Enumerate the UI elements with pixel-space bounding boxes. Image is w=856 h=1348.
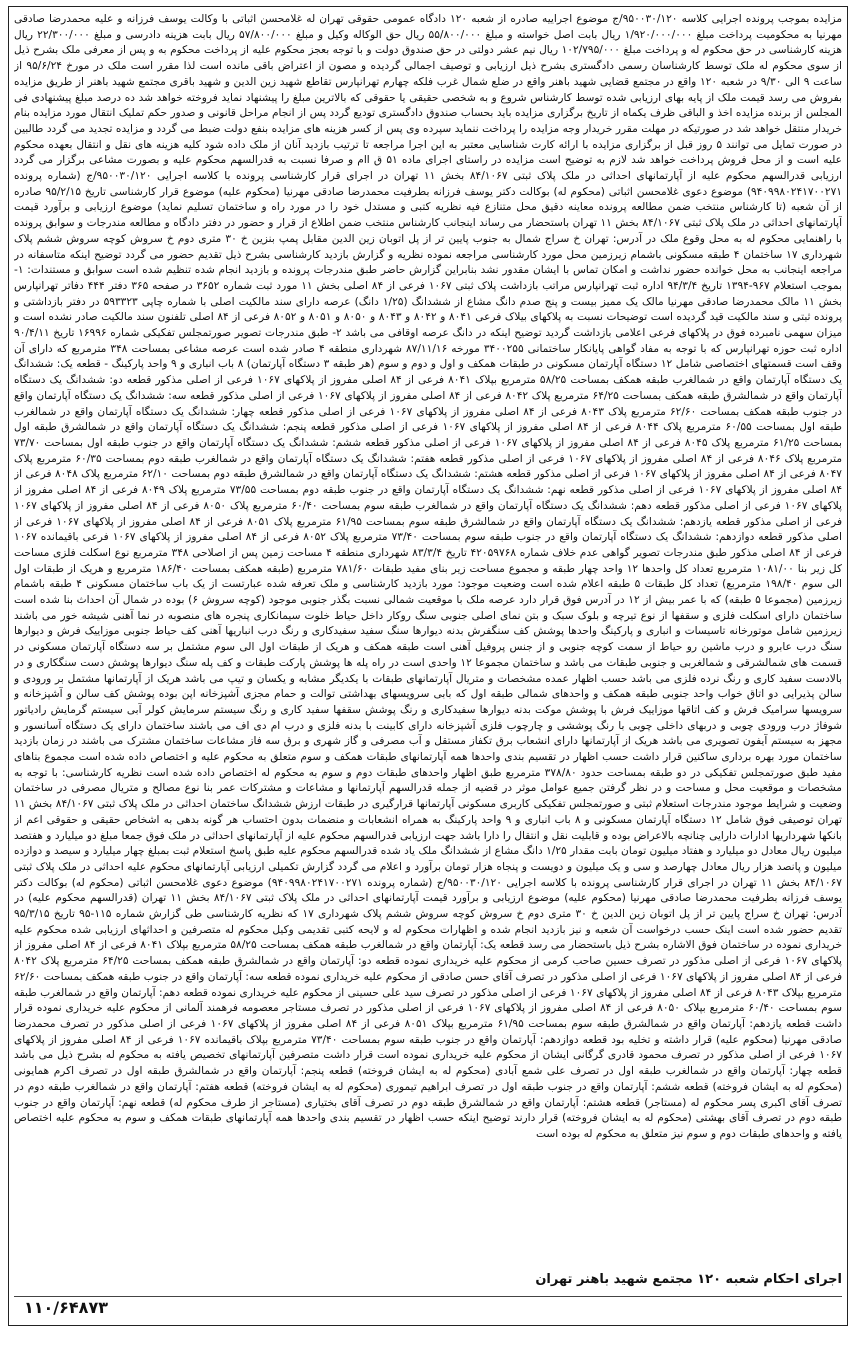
notice-body-text: مزایده بموجب پرونده اجرایی کلاسه ۹۵۰۰۳۰/۱۲۰/ج موضوع اجراییه صادره از شعبه ۱۲۰ دادگاه عمومی حقوقی تهران له غلامحسن اثباتی با وکالت یوسف فرزانه و علیه محمدرضا صادقی مهرنیا به محکومیت پرداخت مبلغ ۱/۹۲۰/۰۰۰/۰۰۰ ریال بابت اصل خواسته و مبلغ ۵۵/۸۰۰/۰۰۰ ریال حق الوکاله وکیل و مبلغ ۵۷/۸۰۰/۰۰۰ ریال بابت هزینه دادرسی و مبلغ ۲۲/۳۰۰/۰۰۰ ریال هزینه کارشناسی در حق محکوم له و پرداخت مبلغ ۱۰۲/۷۹۵/۰۰۰ ریال نیم عشر دولتی در حق صندوق دولت و با توجه بعجز محکوم علیه از پرداخت محکوم به و پس از معرفی ملک بشرح ذیل از سوی محکوم له ملک توسط کارشناسان رسمی دادگستری بشرح ذیل ارزیابی و توصیف اجمالی گردیده و مصون از اعتراض باقی مانده است لذا مقرر است ملک در مورخ ۹۵/۶/۲۴ از ساعت ۹ الی ۹/۳۰ در شعبه ۱۲۰ واقع در مجتمع قضایی شهید باهنر واقع در ضلع شمال غرب فلکه چهارم تهرانپارس تقاطع شهید زین الدین و شهید باقری مجتمع شهید باهنر از طریق مزایده بفروش می رسد قیمت ملک از پایه بهای ارزیابی شده توسط کارشناس شروع و به شخصی حقیقی یا حقوقی که بالاترین مبلغ را پیشنهاد نماید فروخته خواهد شد ده درصد مبلغ پیشنهادی فی المجلس از برنده مزایده اخذ و الباقی ظرف یکماه از تاریخ برگزاری مزایده باید بحساب صندوق دادگستری تودیع گردد پس از انجام مراحل قانونی و صدور حکم تملیک انتقال مورد مزایده بنام خریدار منتقل خواهد شد در صورتیکه در مهلت مقرر خریدار وجه مزایده را پرداخت ننماید سپرده وی پس از کسر هزینه های مزایده بنفع دولت ضبط می گردد و مزایده تجدید می گردد طالبین در صورت تمایل می توانند ۵ روز قبل از برگزاری مزایده با ارائه کارت شناسایی معتبر به این اجرا مراجعه تا ترتیب بازدید آنان از ملک داده شود کلیه هزینه های نقل و انتقال بعهده محکوم علیه است و از محل فروش پرداخت خواهد شد لازم به توضیح است مزایده در راستای اجرای ماده ۵۱ ق اام و صرفا نسبت به قدرالسهم محکوم علیه و بصورت مشاعی برگزار می گردد ارزیابی قدرالسهم محکوم علیه از آپارتمانهای احداثی در ملک پلاک ثبتی ۸۴/۱۰۶۷ بخش ۱۱ تهران در اجرای قرار کارشناسی پرونده با کلاسه اجرایی ۹۵۰۰۳۰/۱۲۰/ج (شماره پرونده ۹۴۰۹۹۸۰۲۴۱۷۰۰۲۷۱) موضوع دعوی غلامحسن اثباتی (محکوم له) بوکالت دکتر یوسف فرزانه بطرفیت محمدرضا صادقی مهرنیا (محکوم علیه) موضوع قرار کارشناسی تاریخ ۹۵/۲/۱۵ صادره از آن شعبه (تا کارشناس منتخب ضمن مطالعه پرونده معاینه دقیق محل متنازع فیه نظریه کتبی و مستدل خود را در مورد راه و ساختمان تسلیم نماید) موضوع ارزیابی و برآورد قیمت آپارتمانهای احداثی در ملک پلاک ثبتی ۸۴/۱۰۶۷ بخش ۱۱ تهران باستحضار می رساند اینجانب کارشناس منتخب ضمن اطلاع از قرار و حضور در دفتر دادگاه و مطالعه مندرجات و سوابق پرونده با راهنمایی محکوم له به محل وقوع ملک در آدرس: تهران خ سراج شمال به جنوب پایین تر از پل اتوبان زین الدین مقابل پمپ بنزین خ ۳۰ متری دوم خ سروش کوچه سروش ششم پلاک شهرداری ۱۷ ساختمان ۴ طبقه مسکونی باشمام زیرزمین محل مورد کارشناسی مراجعه نموده نظریه و گزارش بازدید کارشناسی بشرح ذیل تقدیم حضور می گردد توضیح اینکه متاسفانه در مراجعه اینجانب به محل خوانده حضور نداشت و امکان تماس با ایشان مقدور نشد بنابراین گزارش حاضر طبق مندرجات پرونده و بازدید انجام شده تنظیم شده است سوابق و مستندات: ۱- بموجب استعلام ۹۶۷-۱۳۹۴ تاریخ ۹۴/۳/۴ اداره ثبت تهرانپارس مراتب بازداشت پلاک ثبتی ۱۰۶۷ فرعی از ۸۴ اصلی بخش ۱۱ مورد ثبت شماره ۳۶۵۲ در صفحه ۳۶۵ دفتر ۴۴۴ دفاتر تهرانپارس بخش ۱۱ مالک محمدرضا صادقی مهرنیا مالک یک ممیز بیست و پنج صدم دانگ مشاع از ششدانگ (۱/۲۵ دانگ) عرصه دارای سند مالکیت اصلی با شماره چاپی ۵۹۳۳۲۳ در دفتر بازداشتی و پرونده ثبتی و سند مالکیت قید گردیده است توضیحات نسبت به پلاکهای بیلاک فرعی ۸۰۴۱ و ۸۰۴۲ و ۸۰۴۳ و ۸۰۵۰ و ۸۰۵۱ و ۸۰۵۲ فرعی از ۸۴ اصلی تلفنون سند مالکیت صادر نشده است و میزان سهمی نامبرده فوق در پلاکهای فرعی اعلامی بازداشت گردید توضیح اینکه در دانگ عرصه اوقافی می باشد ۲- طبق مندرجات تصویر صورتمجلس تفکیکی شماره ۱۶۹۹۶ تاریخ ۹۰/۴/۱۱ اداره ثبت حوزه تهرانپارس که با توجه به مفاد گواهی پایانکار ساختمانی ۳۴۰۰۲۵۵ مورخه ۸۷/۱۱/۱۶ شهرداری منطقه ۴ صادر شده است عرصه مشاعی بمساحت ۳۴۸ مترمربع که دارای آن وقف است قسمتهای اختصاصی شامل ۱۲ دستگاه آپارتمان مسکونی در طبقات همکف و اول و دوم و سوم (هر طبقه ۳ دستگاه آپارتمان) ۸ باب انباری و ۹ واحد پارکینگ - قطعه یک: ششدانگ یک دستگاه آپارتمان واقع در شمالغرب طبقه همکف بمساحت ۵۸/۲۵ مترمربع بپلاک ۸۰۴۱ فرعی از ۸۴ اصلی مفروز از پلاکهای ۱۰۶۷ فرعی از اصلی مذکور قطعه دو: ششدانگ یک دستگاه آپارتمان واقع در شمالشرق طبقه همکف بمساحت ۶۴/۲۵ مترمربع پلاک ۸۰۴۲ فرعی از ۸۴ اصلی مفروز از پلاکهای ۱۰۶۷ فرعی از اصلی مذکور قطعه سه: ششدانگ یک دستگاه آپارتمان واقع در جنوب طبقه همکف بمساحت ۶۲/۶۰ مترمربع پلاک ۸۰۴۳ فرعی از ۸۴ اصلی مفروز از پلاکهای ۱۰۶۷ فرعی از اصلی مذکور قطعه چهار: ششدانگ یک دستگاه آپارتمان واقع در شمالغرب طبقه اول بمساحت ۶۰/۵۵ مترمربع پلاک ۸۰۴۴ فرعی از ۸۴ اصلی مفروز از پلاکهای ۱۰۶۷ فرعی از اصلی مذکور قطعه پنجم: ششدانگ یک دستگاه آپارتمان واقع در شمالشرق طبقه اول بمساحت ۶۱/۲۵ مترمربع پلاک ۸۰۴۵ فرعی از ۸۴ اصلی مفروز از پلاکهای ۱۰۶۷ فرعی از اصلی مذکور قطعه ششم: ششدانگ یک دستگاه آپارتمان واقع در جنوب طبقه اول بمساحت ۷۳/۷۰ مترمربع پلاک ۸۰۴۶ فرعی از ۸۴ اصلی مفروز از پلاکهای ۱۰۶۷ فرعی از اصلی مذکور قطعه هفتم: ششدانگ یک دستگاه آپارتمان واقع در شمالغرب طبقه دوم بمساحت ۶۰/۳۵ مترمربع پلاک ۸۰۴۷ فرعی از ۸۴ اصلی مفروز از پلاکهای ۱۰۶۷ فرعی از اصلی مذکور قطعه هشتم: ششدانگ یک دستگاه آپارتمان واقع در شمالشرق طبقه دوم بمساحت ۶۲/۱۰ مترمربع پلاک ۸۰۴۸ فرعی از ۸۴ اصلی مفروز از پلاکهای ۱۰۶۷ فرعی از اصلی مذکور قطعه نهم: ششدانگ یک دستگاه آپارتمان واقع در جنوب طبقه دوم بمساحت ۷۳/۵۵ مترمربع پلاک ۸۰۴۹ فرعی از ۸۴ اصلی مفروز از پلاکهای ۱۰۶۷ فرعی از اصلی مذکور قطعه دهم: ششدانگ یک دستگاه آپارتمان واقع در شمالغرب طبقه سوم بمساحت ۶۰/۴۰ مترمربع پلاک ۸۰۵۰ فرعی از ۸۴ اصلی مفروز از پلاکهای ۱۰۶۷ فرعی از اصلی مذکور قطعه یازدهم: ششدانگ یک دستگاه آپارتمان واقع در شمالشرق طبقه سوم بمساحت ۶۱/۹۵ مترمربع پلاک ۸۰۵۱ فرعی از ۸۴ اصلی مفروز از پلاکهای ۱۰۶۷ فرعی از اصلی مذکور قطعه دوازدهم: ششدانگ یک دستگاه آپارتمان واقع در جنوب طبقه سوم بمساحت ۷۳/۴۰ مترمربع پلاک ۸۰۵۲ فرعی از ۸۴ اصلی مفروز از پلاکهای ۱۰۶۷ فرعی باقیمانده ۱۰۶۷ فرعی از ۸۴ اصلی مذکور طبق مندرجات تصویر گواهی عدم خلاف شماره ۴۲۰۵۹۷۶۸ تاریخ ۸۳/۳/۴ شهرداری منطقه ۴ مساحت زمین پس از اصلاحی ۳۴۸ مترمربع نوع اسکلت فلزی مساحت کل زیر بنا ۱۰۸۱/۰۰ مترمربع تعداد کل واحدها ۱۲ واحد چهار طبقه و مجموع مساحت زیر بنای مفید طبقات ۷۸۱/۶۰ مترمربع (طبقه همکف بمساحت ۱۸۶/۴۰ مترمربع و هریک از طبقات اول الی سوم ۱۹۸/۴۰ مترمربع) تعداد کل طبقات ۵ طبقه اعلام شده است وضعیت موجود: مورد بازدید کارشناسی و ملک تعرفه شده عبارتست از یک باب ساختمان مسکونی ۴ طبقه باشمام زیرزمین (مجموعا ۵ طبقه) که با عمر بیش از ۱۲ در آدرس فوق قرار دارد عرصه ملک با موقعیت شمالی نسبت بگذر جنوبی موجود (کوچه سروش ۶) بوده در شمال آن احداث بنا شده است ساختمان دارای اسکلت فلزی و سقفها از نوع تیرچه و بلوک سبک و بتن نمای اصلی جنوبی سنگ روکار داخل حیاط خلوت سیمانکاری پنجره های منصوبه در نما آهنی شیشه خور می باشند زیرزمین شامل موتورخانه تاسیسات و انباری و پارکینگ واحدها پوشش کف سنگفرش بدنه دیوارها سنگ سفید سفیدکاری و رنگ درب انباریها آهنی کف حیاط جنوبی موزاییک فرش و دیوارها سنگ درب عابرو و درب ماشین رو حیاط از سمت کوچه جنوبی و از جنس پروفیل آهنی است طبقه همکف و هریک از طبقات اول الی سوم مشتمل بر سه دستگاه آپارتمان مسکونی در قسمت های شمالشرقی و شمالغربی و جنوبی طبقات می باشد و ساختمان مجموعا ۱۲ واحدی است در راه پله ها پوشش پارکت طبقات و کف پله سنگ دیوارها پوشش دست سنگکاری و در بالادست سفید کاری و رنگ نرده فلزی می باشد حسب اظهار عمده مشخصات و متریال آپارتمانهای طبقات با یکدیگر مشابه و یکسان و تیپ می باشد هریک از آپارتمانها مشتمل بر ورودی و سالن پذیرایی دو اتاق خواب واحد جنوبی طبقه همکف و واحدهای شمالی طبقه اول که بابی سرویسهای بهداشتی توالت و حمام مجزی آشپزخانه اپن بوده پوشش کف سالن و آشپزخانه و سرویسها سرامیک فرش و کف اتاقها موزاییک فرش با پوشش موکت بدنه دیوارها سفیدکاری و رنگ پوشش سقفها سفید کاری و رنگ سیستم سرمایش کولر آبی سیستم گرمایش رادیاتور شوفاژ درب ورودی چوبی و دربهای داخلی چوبی با رنگ پوششی و چارچوب فلزی آشپزخانه دارای کابینت با بدنه فلزی و درب ام دی اف می باشند ساختمان دارای یک دستگاه آسانسور و مجهز به سیستم آیفون تصویری می باشد هریک از آپارتمانها دارای انشعاب برق تکفاز مستقل و آب مصرفی و گاز شهری و برق سه فاز مشاعات ساختمان مشترک می باشند در زمان بازدید ساختمان مورد بهره برداری ساکنین قرار داشت حسب اظهار در تقسیم بندی واحدها همه آپارتمانهای طبقات همکف و سوم متعلق به محکوم علیه و اختصاص داده شده است مجموع بناهای مفید طبق صورتمجلس تفکیکی در دو طبقه بمساحت حدود ۳۷۸/۸۰ مترمربع طبق اظهار واحدهای طبقات دوم و سوم به محکوم له اختصاص داده شده است نظریه کارشناسی: با توجه به مشخصات و موقعیت محل و مساحت و در نظر گرفتن جمیع عوامل موثر در قضیه از جمله قدرالسهم آپارتمانها و مشاعات و مشترکات عمر بنا نوع مصالح و متریال مصرفی در ساختمان وضعیت و شرایط موجود مندرجات استعلام ثبتی و صورتمجلس تفکیکی کاربری مسکونی آپارتمانها قرارگیری در طبقات ارزش ششدانگ ساختمان احداثی در ملک پلاک ثبتی ۸۴/۱۰۶۷ بخش ۱۱ تهران توصیفی فوق شامل ۱۲ دستگاه آپارتمان مسکونی و ۸ باب انباری و ۹ واحد پارکینگ به همراه انشعابات و منضمات بدون احتساب هر گونه بدهی به اشخاص حقیقی و حقوقی اعم از بانکها شهرداریها ادارات دارایی چنانچه بالاعراض بوده و قابلیت نقل و انتقال را دارا باشد جهت ارزیابی قدرالسهم محکوم علیه از آپارتمانهای احداثی در ملک فوق جمعا مبلغ دو میلیارد و هفتصد میلیون ریال معادل دو میلیارد و هفتاد میلیون تومان بابت مقدار ۱/۲۵ دانگ مشاع از ششدانگ ملک یاد شده قدرالسهم محکوم علیه طبق پاسخ استعلام ثبت بمبلغ چهار میلیارد و سیصد و دوازده میلیون و پانصد هزار ریال معادل چهارصد و سی و یک میلیون و دویست و پنجاه هزار تومان برآورد و اعلام می گردد گزارش تکمیلی ارزیابی آپارتمانهای محکوم علیه احداثی در ملک پلاک ثبتی ۸۴/۱۰۶۷ بخش ۱۱ تهران در اجرای قرار کارشناسی پرونده با کلاسه اجرایی ۹۵۰۰۳۰/۱۲۰/ج (شماره پرونده ۹۴۰۹۹۸۰۲۴۱۷۰۰۲۷۱) موضوع دعوی غلامحسن اثباتی (محکوم له) بوکالت دکتر یوسف فرزانه بطرفیت محمدرضا صادقی مهرنیا (محکوم علیه) موضوع ارزیابی و برآورد قیمت آپارتمانهای احداثی در ملک پلاک ثبتی ۸۴/۱۰۶۷ بخش ۱۱ تهران (قدرالسهم محکوم علیه) در آدرس: تهران خ سراج پایین تر از پل اتوبان زین الدین خ ۳۰ متری دوم خ سروش کوچه سروش ششم پلاک شهرداری ۱۷ که نظریه کارشناسی طی گزارش شماره ۱۱۵-۹۵ تاریخ ۹۵/۳/۱۵ تقدیم حضور شده است اینک حسب درخواست آن شعبه و نیز بازدید انجام شده و اظهارات محکوم له و لایحه کتبی تقدیمی وکیل محکوم له متصرفین و احداثهای ارزیابی شده محکوم علیه خریداری نموده در ساختمان فوق الاشاره بشرح ذیل باستحضار می رسد قطعه یک: آپارتمان واقع در شمالغرب طبقه همکف بمساحت ۵۸/۲۵ مترمربع بپلاک ۸۰۴۱ فرعی از ۸۴ اصلی مفروز از پلاکهای ۱۰۶۷ فرعی از اصلی مذکور در تصرف حسین صاحب کرمی از محکوم علیه خریداری نموده قطعه دو: آپارتمان واقع در شمالشرق طبقه همکف بمساحت ۶۴/۲۵ مترمربع پلاک ۸۰۴۲ فرعی از ۸۴ اصلی مفروز از پلاکهای ۱۰۶۷ فرعی از اصلی مذکور در تصرف آقای حسن صادقی از محکوم علیه خریداری نموده قطعه سه: آپارتمان واقع در جنوب طبقه همکف بمساحت ۶۲/۶۰ مترمربع بپلاک ۸۰۴۳ فرعی از ۸۴ اصلی مفروز از پلاکهای ۱۰۶۷ فرعی از اصلی مذکور در تصرف سید علی حسینی از محکوم علیه خریداری نموده قطعه دهم: آپارتمان واقع در شمالغرب طبقه سوم بمساحت ۶۰/۴۰ مترمربع بپلاک ۸۰۵۰ فرعی از ۸۴ اصلی مفروز از پلاکهای ۱۰۶۷ فرعی از اصلی مذکور در تصرف مستاجر معصومه فرهمند آلمانی از محکوم علیه خریداری نموده قرار داشت قطعه یازدهم: آپارتمان واقع در شمالشرق طبقه سوم بمساحت ۶۱/۹۵ مترمربع بپلاک ۸۰۵۱ فرعی از ۸۴ اصلی مفروز از پلاکهای ۱۰۶۷ فرعی از اصلی مذکور در تصرف محمدرضا صادقی مهرنیا (محکوم علیه) قرار داشته و تخلیه بود قطعه دوازدهم: آپارتمان واقع در جنوب طبقه سوم بمساحت ۷۳/۴۰ مترمربع بپلاک باقیمانده ۱۰۶۷ فرعی از ۸۴ اصلی مفروز از پلاکهای ۱۰۶۷ فرعی از اصلی مذکور در تصرف محمود قادری گرگانی ایشان از محکوم علیه خریداری نموده است قرار داشت متصرفین آپارتمانهای تخصیص یافته به محکوم له بشرح ذیل می باشد قطعه چهار: آپارتمان واقع در شمالغرب طبقه اول در تصرف علی شمع آبادی (محکوم له به ایشان فروخته) قطعه پنجم: آپارتمان واقع در شمالشرق طبقه اول در تصرف اکرم همایونی (محکوم له به ایشان فروخته) قطعه ششم: آپارتمان واقع در جنوب طبقه اول در تصرف ابراهیم تیموری (محکوم له به ایشان فروخته) قطعه هفتم: آپارتمان واقع در شمالغرب طبقه دوم در تصرف آقای اکبری پسر محکوم له (مستاجر) قطعه هشتم: آپارتمان واقع در شمالشرق طبقه دوم در تصرف آقای بختیاری (مستاجر از طرف محکوم له) قطعه نهم: آپارتمان واقع در جنوب طبقه دوم در تصرف آقای بهشتی (محکوم له به ایشان فروخته) قرار دارند توضیح اینکه حسب اظهار در تقسیم بندی واحدها همه آپارتمانهای طبقات همکف و سوم به محکوم علیه اختصاص یافته و واحدهای طبقات دوم و سوم نیز متعلق به محکوم له بوده است [14, 13, 842, 1140]
issuer-signature: اجرای احکام شعبه ۱۲۰ مجتمع شهید باهنر تهران [535, 1272, 842, 1287]
signature-divider [14, 1296, 842, 1297]
reference-number: ۱۱۰/۶۴۸۷۳ [24, 1298, 108, 1317]
